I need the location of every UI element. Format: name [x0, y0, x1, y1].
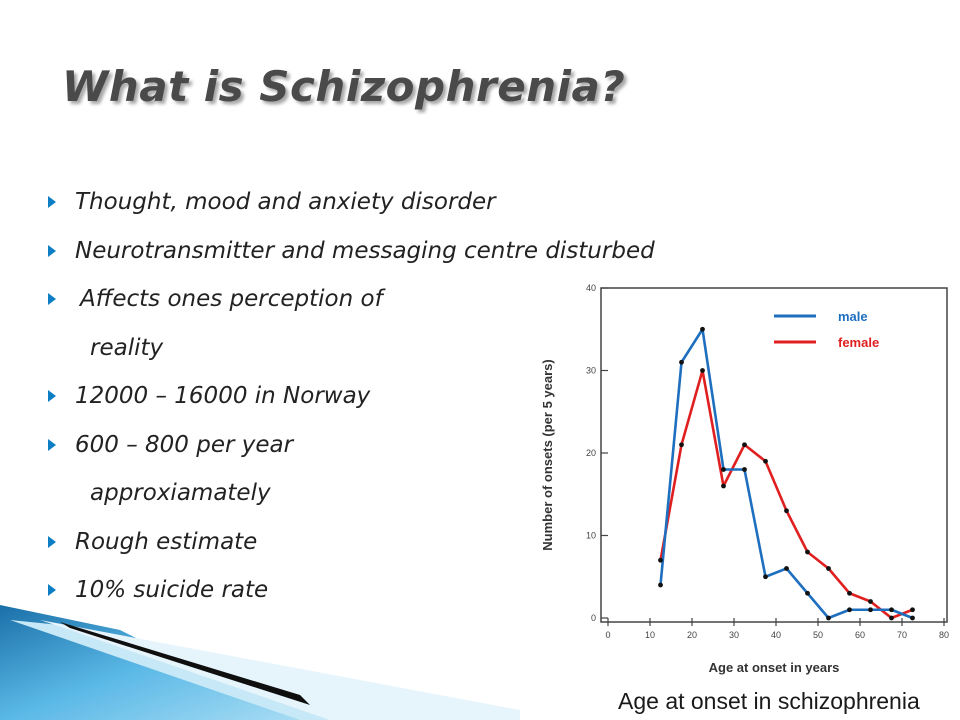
x-tick-label: 70 — [896, 630, 908, 640]
data-point-male — [742, 467, 747, 472]
arrow-bullet-icon — [48, 390, 56, 402]
arrow-bullet-icon — [48, 536, 56, 548]
y-tick-label: 10 — [585, 530, 596, 541]
data-point-male — [805, 591, 810, 596]
x-axis-label: Age at onset in years — [708, 660, 840, 675]
bullet-text: Neurotransmitter and messaging centre disturbed — [75, 237, 655, 264]
bullet-text: Affects ones perception of — [80, 286, 383, 312]
y-tick-label: 0 — [590, 613, 596, 623]
bullet-text: 600 – 800 per year — [75, 431, 294, 458]
decorative-swoosh — [0, 600, 520, 720]
bullet-text: Rough estimate — [75, 528, 258, 555]
y-axis-label: Number of onsets (per 5 years) — [540, 359, 555, 551]
x-tick-label: 10 — [644, 630, 656, 640]
arrow-bullet-icon — [48, 196, 56, 208]
bullet-text: Thought, mood and anxiety disorder — [75, 189, 496, 215]
series-line-male — [661, 329, 913, 618]
onset-chart — [516, 270, 960, 720]
arrow-bullet-icon — [48, 245, 56, 257]
y-tick-label: 30 — [585, 365, 596, 376]
bullet-text: 10% suicide rate — [75, 577, 269, 603]
data-point-female — [679, 442, 684, 447]
bullet-text: reality — [90, 334, 164, 361]
data-point-female — [826, 566, 831, 571]
data-point-male — [784, 566, 789, 571]
data-point-female — [868, 599, 873, 604]
x-tick-label: 50 — [812, 630, 824, 640]
x-tick-label: 60 — [854, 630, 866, 640]
data-point-male — [700, 327, 705, 332]
data-point-male — [847, 607, 852, 612]
data-point-female — [658, 558, 663, 563]
data-point-female — [763, 459, 768, 464]
x-tick-label: 0 — [605, 630, 611, 640]
bullet-text: approxiamately — [90, 480, 271, 506]
arrow-bullet-icon — [48, 439, 56, 451]
x-tick-label: 40 — [770, 630, 782, 640]
arrow-bullet-icon — [48, 293, 56, 305]
data-point-male — [889, 607, 894, 612]
x-tick-label: 30 — [728, 630, 740, 640]
x-tick-label: 80 — [938, 630, 950, 640]
data-point-female — [721, 484, 726, 489]
series-line-female — [661, 371, 913, 619]
chart-svg — [516, 270, 960, 720]
data-point-female — [742, 442, 747, 447]
arrow-bullet-icon — [48, 584, 56, 596]
data-point-male — [910, 616, 915, 621]
data-point-male — [658, 583, 663, 588]
data-point-female — [805, 550, 810, 555]
bullet-item — [48, 180, 848, 229]
data-point-female — [700, 368, 705, 373]
x-tick-label: 20 — [686, 630, 698, 640]
data-point-male — [763, 574, 768, 579]
data-point-female — [910, 607, 915, 612]
data-point-male — [721, 467, 726, 472]
data-point-female — [847, 591, 852, 596]
chart-caption: Age at onset in schizophrenia — [618, 688, 920, 714]
legend-label-male: male — [838, 309, 868, 324]
data-point-female — [784, 508, 789, 513]
legend-label-female: female — [838, 335, 880, 350]
slide-title: What is Schizophrenia? — [62, 62, 626, 111]
data-point-male — [679, 360, 684, 365]
y-tick-label: 40 — [585, 283, 596, 293]
data-point-male — [868, 607, 873, 612]
data-point-male — [826, 616, 831, 621]
y-tick-label: 20 — [585, 448, 596, 458]
chart-frame — [601, 288, 947, 622]
bullet-text: 12000 – 16000 in Norway — [75, 383, 371, 409]
data-point-female — [889, 616, 894, 621]
